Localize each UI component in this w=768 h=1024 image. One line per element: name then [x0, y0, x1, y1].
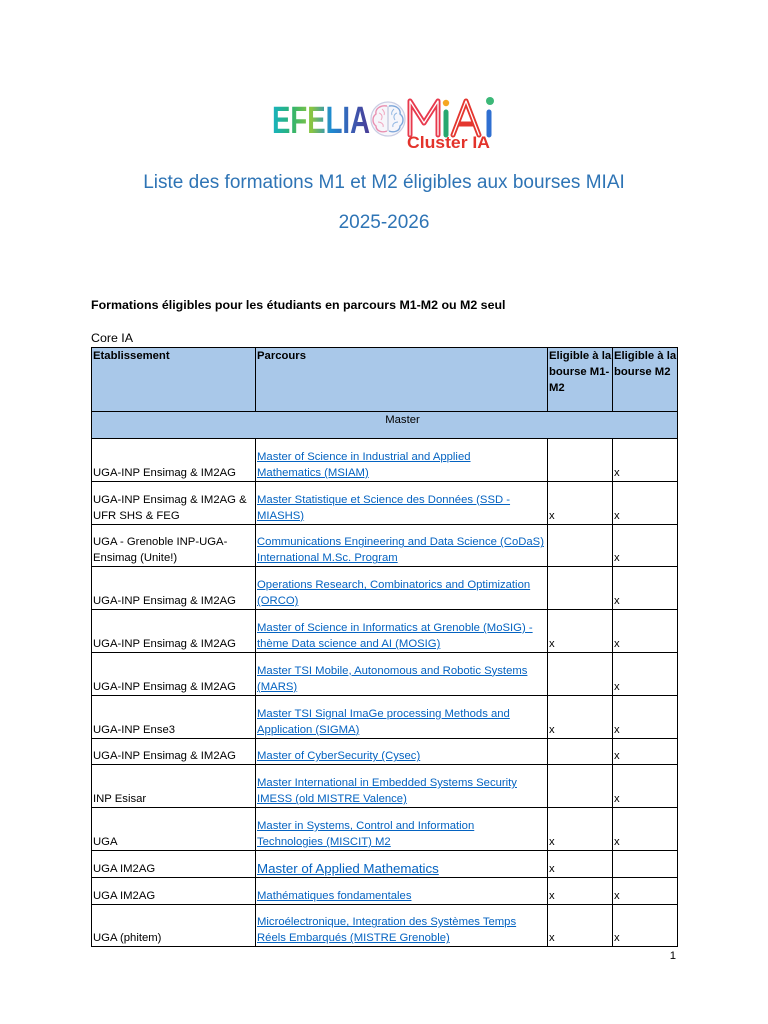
- eligible-m1m2-cell: [548, 481, 613, 524]
- eligible-m1m2-cell: [548, 904, 613, 947]
- section-heading: Formations éligibles pour les étudiants en parcours M1-M2 ou M2 seul: [91, 298, 506, 312]
- efelia-wordmark: EFELIA: [272, 100, 370, 142]
- table-header-row: [92, 348, 678, 412]
- formations-table: [91, 347, 678, 947]
- header-text: Eligible à la: [549, 350, 612, 362]
- etablissement-cell: [92, 695, 256, 738]
- parcours-link[interactable]: [257, 577, 547, 609]
- table-row: [92, 524, 678, 567]
- eligible-m2-cell: [613, 695, 678, 738]
- parcours-cell: [256, 652, 548, 695]
- parcours-cell: [256, 904, 548, 947]
- parcours-link[interactable]: [257, 663, 547, 695]
- parcours-link-text[interactable]: (ORCO): [257, 595, 299, 608]
- header-text: Eligible à la: [614, 350, 677, 362]
- etablissement-text: INP Esisar: [93, 793, 147, 806]
- parcours-link-text[interactable]: IMESS (old MISTRE Valence): [257, 793, 407, 806]
- eligible-m2-mark: x: [614, 552, 620, 565]
- parcours-link-text[interactable]: Master TSI Mobile, Autonomous and Robotic Systems: [257, 664, 528, 677]
- eligible-m1m2-cell: [548, 652, 613, 695]
- eligible-m1m2-cell: [548, 524, 613, 567]
- etablissement-cell: [92, 904, 256, 947]
- parcours-link-text[interactable]: Communications Engineering and Data Science (CoDaS): [257, 536, 544, 549]
- eligible-m1m2-cell: [548, 567, 613, 610]
- table-row: [92, 695, 678, 738]
- etablissement-text: Ensimag (Unite!): [93, 552, 178, 565]
- etablissement-text: UGA - Grenoble INP-UGA-: [93, 536, 228, 549]
- parcours-cell: [256, 524, 548, 567]
- etablissement-cell: [92, 877, 256, 904]
- eligible-m1m2-cell: [548, 765, 613, 808]
- parcours-link-text[interactable]: Microélectronique, Integration des Systèmes Temps: [257, 916, 517, 929]
- etablissement-text: UGA IM2AG: [93, 862, 156, 875]
- header-text: bourse M1-: [549, 366, 610, 378]
- parcours-link-text[interactable]: Master in Systems, Control and Information: [257, 819, 475, 832]
- header-text: Etablissement: [93, 350, 170, 362]
- eligible-m2-cell: [613, 439, 678, 482]
- parcours-cell: [256, 567, 548, 610]
- eligible-m1m2-cell: [548, 850, 613, 877]
- parcours-link-text[interactable]: Operations Research, Combinatorics and Optimization: [257, 579, 531, 592]
- eligible-m1m2-mark: x: [549, 835, 555, 848]
- etablissement-cell: [92, 439, 256, 482]
- eligible-m1m2-mark: x: [549, 932, 555, 945]
- eligible-m1m2-cell: [548, 808, 613, 851]
- parcours-link[interactable]: [257, 620, 547, 652]
- eligible-m1m2-cell: [548, 738, 613, 765]
- eligible-m2-cell: [613, 652, 678, 695]
- header-etablissement: [92, 348, 256, 412]
- etablissement-text: UGA-INP Ensimag & IM2AG: [93, 595, 236, 608]
- eligible-m1m2-mark: x: [549, 889, 555, 902]
- etablissement-cell: [92, 610, 256, 653]
- etablissement-cell: [92, 738, 256, 765]
- parcours-cell: [256, 481, 548, 524]
- eligible-m2-cell: [613, 738, 678, 765]
- etablissement-text: UGA-INP Ense3: [93, 723, 176, 736]
- table-row: [92, 877, 678, 904]
- miai-wordmark: [410, 97, 494, 135]
- eligible-m2-cell: [613, 765, 678, 808]
- eligible-m2-mark: x: [614, 509, 620, 522]
- parcours-link-text[interactable]: (MARS): [257, 680, 298, 693]
- parcours-link[interactable]: [257, 706, 547, 738]
- table-row: [92, 850, 678, 877]
- eligible-m1m2-cell: [548, 439, 613, 482]
- eligible-m2-cell: [613, 877, 678, 904]
- group-label: Master: [92, 412, 678, 439]
- eligible-m1m2-cell: [548, 877, 613, 904]
- parcours-cell: [256, 850, 548, 877]
- table-row: [92, 738, 678, 765]
- etablissement-text: UGA-INP Ensimag & IM2AG: [93, 466, 236, 479]
- eligible-m2-cell: [613, 904, 678, 947]
- parcours-link[interactable]: [257, 914, 547, 946]
- table-row: [92, 652, 678, 695]
- eligible-m2-mark: x: [614, 723, 620, 736]
- parcours-link-text[interactable]: Master Statistique et Science des Données (SSD -: [257, 493, 511, 506]
- etablissement-text: UGA-INP Ensimag & IM2AG: [93, 680, 236, 693]
- eligible-m1m2-mark: x: [549, 723, 555, 736]
- etablissement-text: UGA IM2AG: [93, 889, 156, 902]
- parcours-cell: [256, 738, 548, 765]
- parcours-link-text[interactable]: thème Data science and AI (MOSIG): [257, 637, 441, 650]
- etablissement-cell: [92, 652, 256, 695]
- parcours-link[interactable]: [257, 888, 547, 904]
- eligible-m1m2-mark: x: [549, 637, 555, 650]
- parcours-link-text[interactable]: Réels Embarqués (MISTRE Grenoble): [257, 932, 450, 945]
- parcours-link-text[interactable]: Master of CyberSecurity (Cysec): [257, 750, 421, 763]
- table-row: [92, 439, 678, 482]
- table-row: [92, 808, 678, 851]
- eligible-m2-cell: [613, 567, 678, 610]
- table-row: [92, 765, 678, 808]
- table-row: [92, 481, 678, 524]
- parcours-link-text[interactable]: Mathematics (MSIAM): [257, 466, 369, 479]
- etablissement-cell: [92, 765, 256, 808]
- parcours-link[interactable]: [257, 818, 547, 850]
- parcours-cell: [256, 765, 548, 808]
- header-text: M2: [549, 382, 565, 394]
- parcours-link-text[interactable]: Application (SIGMA): [257, 723, 360, 736]
- parcours-cell: [256, 695, 548, 738]
- eligible-m1m2-cell: [548, 695, 613, 738]
- etablissement-text: UGA-INP Ensimag & IM2AG &: [93, 493, 247, 506]
- eligible-m2-mark: x: [614, 680, 620, 693]
- eligible-m2-mark: x: [614, 835, 620, 848]
- category-label: Core IA: [91, 331, 134, 345]
- eligible-m2-cell: [613, 850, 678, 877]
- etablissement-text: UFR SHS & FEG: [93, 509, 180, 522]
- eligible-m2-cell: [613, 610, 678, 653]
- parcours-link[interactable]: [257, 534, 547, 566]
- parcours-link-text[interactable]: MIASHS): [257, 509, 305, 522]
- eligible-m2-cell: [613, 808, 678, 851]
- parcours-link-text[interactable]: Master International in Embedded Systems Security: [257, 777, 517, 790]
- parcours-link-text[interactable]: Master of Science in Industrial and Applied: [257, 450, 471, 463]
- eligible-m2-mark: x: [614, 595, 620, 608]
- eligible-m2-mark: x: [614, 889, 620, 902]
- page-number: 1: [669, 950, 676, 962]
- etablissement-text: UGA-INP Ensimag & IM2AG: [93, 750, 236, 763]
- parcours-link[interactable]: [257, 748, 547, 764]
- header-parcours: [256, 348, 548, 412]
- table-group-row: [92, 412, 678, 439]
- eligible-m2-mark: x: [614, 637, 620, 650]
- etablissement-text: UGA (phitem): [93, 932, 162, 945]
- document-title: Liste des formations M1 et M2 éligibles aux bourses MIAI: [143, 172, 625, 193]
- eligible-m1m2-cell: [548, 610, 613, 653]
- eligible-m2-cell: [613, 524, 678, 567]
- parcours-link-text[interactable]: Mathématiques fondamentales: [257, 889, 412, 902]
- parcours-link-text[interactable]: Master TSI Signal ImaGe processing Methods and: [257, 707, 510, 720]
- table-row: [92, 610, 678, 653]
- header-text: bourse M2: [614, 366, 671, 378]
- parcours-link[interactable]: [257, 775, 547, 807]
- brain-icon: [371, 102, 405, 136]
- parcours-link[interactable]: [257, 449, 547, 481]
- parcours-link[interactable]: [257, 861, 547, 877]
- parcours-cell: [256, 610, 548, 653]
- parcours-cell: [256, 808, 548, 851]
- eligible-m1m2-mark: x: [549, 509, 555, 522]
- eligible-m2-cell: [613, 481, 678, 524]
- logo: [268, 92, 503, 156]
- eligible-m2-mark: x: [614, 466, 620, 479]
- etablissement-cell: [92, 524, 256, 567]
- etablissement-cell: [92, 567, 256, 610]
- eligible-m1m2-mark: x: [549, 862, 555, 875]
- header-m1m2: [548, 348, 613, 412]
- etablissement-cell: [92, 850, 256, 877]
- academic-year: 2025-2026: [338, 212, 430, 233]
- eligible-m2-mark: x: [614, 793, 620, 806]
- etablissement-cell: [92, 481, 256, 524]
- parcours-link[interactable]: [257, 492, 547, 524]
- etablissement-text: UGA-INP Ensimag & IM2AG: [93, 637, 236, 650]
- header-text: Parcours: [257, 350, 306, 362]
- table-row: [92, 567, 678, 610]
- parcours-link-text[interactable]: Master of Applied Mathematics: [257, 860, 439, 876]
- eligible-m2-mark: x: [614, 750, 620, 763]
- cluster-ia-text: Cluster IA: [407, 133, 490, 152]
- parcours-cell: [256, 439, 548, 482]
- table-row: [92, 904, 678, 947]
- etablissement-cell: [92, 808, 256, 851]
- parcours-link-text[interactable]: Technologies (MISCIT) M2: [257, 835, 391, 848]
- etablissement-text: UGA: [93, 835, 118, 848]
- parcours-link-text[interactable]: International M.Sc. Program: [257, 552, 398, 565]
- header-m2: [613, 348, 678, 412]
- eligible-m2-mark: x: [614, 932, 620, 945]
- parcours-cell: [256, 877, 548, 904]
- parcours-link-text[interactable]: Master of Science in Informatics at Grenoble (MoSIG) -: [257, 621, 533, 634]
